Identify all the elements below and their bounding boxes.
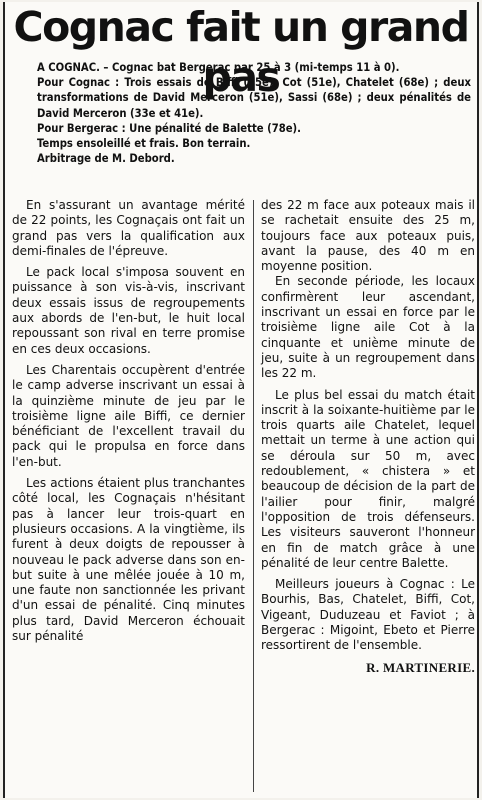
author-signature: R. MARTINERIE.	[366, 659, 475, 675]
match-summary	[11, 60, 471, 166]
article-paragraph: En s'assurant un avantage mérité de 22 points, les Cognaçais ont fait un grand pas vers la qualification aux demi-finales de l'épreuve.	[12, 198, 245, 258]
summary-bergerac-scorers: Pour Bergerac : Une pénalité de Balette (78e).	[37, 121, 301, 135]
article-paragraph-continuation: des 22 m face aux poteaux mais il se rachetait ensuite des 25 m, toujours face aux poteaux puis, avant la pause, des 40 m en moyenne position.	[261, 198, 475, 274]
article-left-column	[12, 198, 245, 798]
article-right-column	[261, 198, 475, 798]
article-paragraph: Les actions étaient plus tranchantes côté local, les Cognaçais n'hésitant pas à lancer leur trois-quart en plusieurs occasions. A la vingtième, ils furent à deux doigts de repousser à nouveau le pack adverse dans son en-but suite à une mêlée jouée à 10 m, une faute non sanctionnée les privant d'un essai de pénalité. Cinq minutes plus tard, David Merceron échouait sur pénalité	[12, 476, 245, 644]
column-divider	[253, 200, 254, 792]
article-paragraph: Meilleurs joueurs à Cognac : Le Bourhis, Bas, Chatelet, Biffi, Cot, Vigeant, Duduzeau et Faviot ; à Bergerac : Migoint, Ebeto et Pierre ressortirent de l'ensemble.	[261, 577, 475, 653]
summary-result: A COGNAC. – Cognac bat Bergerac par 25 à 3 (mi-temps 11 à 0).	[37, 61, 400, 74]
summary-cognac-scorers: Pour Cognac : Trois essais de Biffi (15e), Cot (51e), Chatelet (68e) ; deux transformations de David Merceron (51e), Sassi (68e) ; deux pénalités de David Merceron (33e et 41e).	[37, 76, 471, 120]
summary-weather: Temps ensoleillé et frais. Bon terrain.	[37, 137, 251, 151]
article-paragraph: Les Charentais occupèrent d'entrée le camp adverse inscrivant un essai à la quinzième minute de jeu par le troisième ligne aile Biffi, ce dernier bénéficiant de l'excellent travail du pack qui le propulsa en force dans l'en-but.	[12, 362, 245, 469]
newspaper-clipping	[3, 2, 479, 798]
article-paragraph: En seconde période, les locaux confirmèrent leur ascendant, inscrivant un essai en force par le troisième ligne aile Cot à la cinquante et unième minute de jeu, suite à un regroupement dans les 22 m.	[261, 274, 475, 381]
article-paragraph: Le pack local s'imposa souvent en puissance à son vis-à-vis, inscrivant deux essais issus de regroupements aux abords de l'en-but, le huit local repoussant son rival en terre promise en ces deux occasions.	[12, 265, 245, 356]
article-paragraph: Le plus bel essai du match était inscrit à la soixante-huitième par le trois quarts aile Chatelet, lequel mettait un terme à une action qui se déroula sur 50 m, avec redoublement, « chistera » et beaucoup de décision de la part de l'ailier pour finir, malgré l'opposition de trois défenseurs. Les visiteurs sauveront l'honneur en fin de match grâce à une pénalité de leur centre Balette.	[261, 387, 475, 570]
summary-referee: Arbitrage de M. Debord.	[37, 152, 175, 166]
headline: Cognac fait un grand pas	[13, 3, 469, 101]
